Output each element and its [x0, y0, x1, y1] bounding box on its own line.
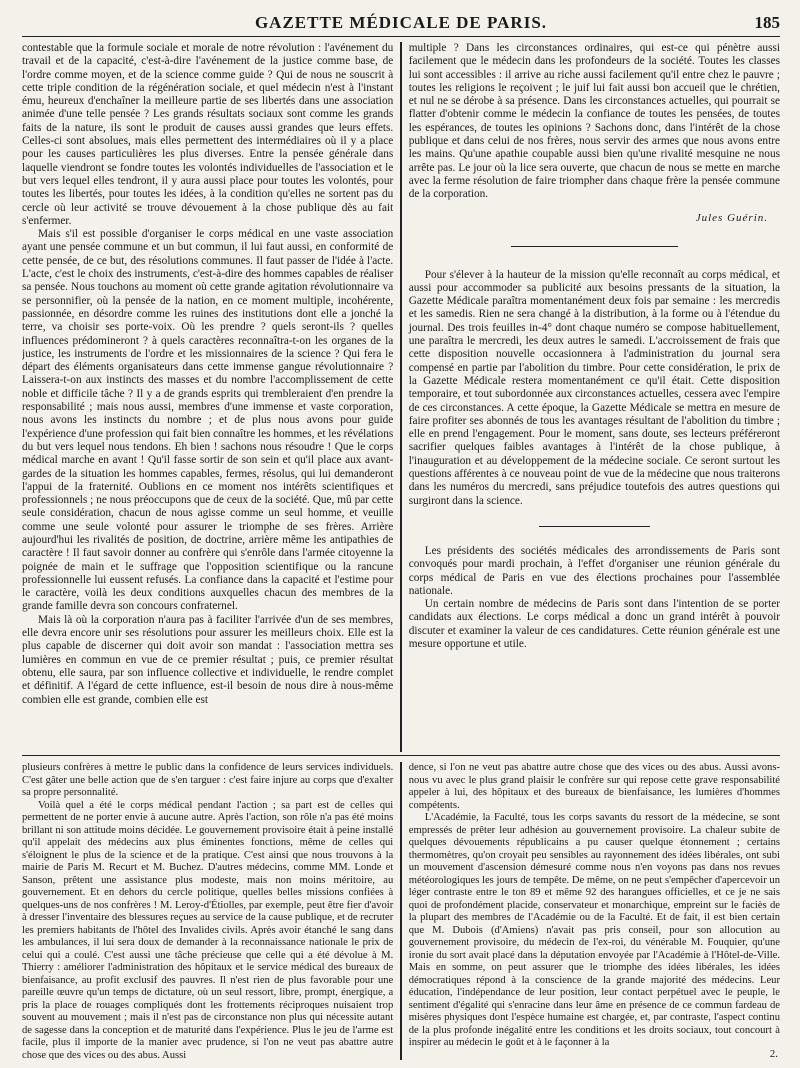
page-number: 185: [754, 13, 780, 32]
horizontal-rule: [22, 755, 780, 756]
section-divider: [539, 526, 650, 527]
newspaper-page: [22, 10, 780, 1060]
top-right-column: [402, 42, 780, 752]
journal-title: GAZETTE MÉDICALE DE PARIS.: [254, 13, 548, 32]
bottom-section: [22, 762, 780, 1060]
printer-signature-mark: 2.: [769, 1048, 778, 1060]
news-paragraph: Les présidents des sociétés médicales des arrondissements de Paris sont convoqués pour mardi prochain, à l'effet d'organiser une réunion générale du corps médical de Paris en vue des élections prochaines pour l'assemblée nationale.: [408, 544, 780, 597]
bottom-left-column: [22, 762, 400, 1060]
notice-paragraph: Pour s'élever à la hauteur de la mission qu'elle reconnaît au corps médical, et aussi pour accommoder sa publicité aux besoins pressants de la situation, la Gazette Médicale paraîtra momentanément deux fois par semaine : les mercredis et les samedis. Rien ne sera changé à la distribution, à la forme ou à l'étendue du journal. Des trois feuilles in-4° dont chaque numéro se compose habituellement, une paraîtra le mercredi, les deux autres le samedi. L'accroissement de frais que cette disposition nouvelle occasionnera à l'administration du journal sera compensé en partie par l'abolition du timbre. Pour cette considération, le prix de la Gazette Médicale restera momentanément ce qu'il était. Cette disposition temporaire, et tout subordonnée aux circonstances actuelles, cessera avec l'empire de ces circonstances. A cette époque, la Gazette Médicale se mettra en mesure de faire profiter ses abonnés de tous les avantages résultant de l'abolition du timbre ; elle en prend l'engagement. Pour le moment, sans doute, ses lecteurs préféreront sacrifier quelques faibles avantages à l'intérêt de la chose publique, à l'inauguration et au développement de la médecine sociale. Ce seront surtout les questions afférentes à ce nouveau point de vue de la médecine que nous traiterons dans les numéros du mercredi, sans préjudice toutefois des autres questions qui surgiront dans la science.: [408, 268, 780, 507]
article-paragraph: contestable que la formule sociale et morale de notre révolution : l'avénement du travail et de la capacité, c'est-à-dire l'avénement de la justice comme base, de l'ordre comme moyen, et de la science comme guide ? Qui de nous ne souscrit à cette triple condition de la régénération sociale, et quel médecin n'est à l'instant ému, heureux d'enchaîner la meilleure partie de ses libertés dans une association animée d'une telle pensée ? Les grands résultats sociaux sont comme les grands faits de la nature, ils sont le produit de causes aussi grandes que leurs effets. Celles-ci sont absolues, mais elles permettent des intermédiaires où il y a place pour les causes particulières les plus diverses. Entre la pensée générale dans laquelle viendront se fondre toutes les volontés individuelles de l'association et le but vers lequel elles tendront, il y aura aussi place pour toutes les volontés, pour toutes les libertés, pour toutes les idées, à la condition qu'elles ne sortent pas du cercle où leur activité se trouve dévouement à la chose publique dès au fait s'enfermer.: [22, 42, 394, 227]
article-paragraph: multiple ? Dans les circonstances ordinaires, qui est-ce qui pénètre aussi facilement que le médecin dans les profondeurs de la société. Toutes les classes lui sont accessibles : il arrive au riche aussi facilement qu'il entre chez le pauvre ; toutes les religions le reçoivent ; le juif lui fait aussi bon accueil que le chrétien, et nul ne se dérobe à sa présence. Dans les circonstances actuelles, qui pourrait se flatter d'obtenir comme le médecin la confiance de toutes les pensées, de toutes les espérances, de toutes les opinions ? Sachons donc, dans l'intérêt de la chose publique et dans celui de nos frères, nous servir des armes que nous avons entre les mains. Qu'une apathie coupable aussi bien qu'une rivalité mesquine ne nous arrête pas. Le jour où la lice sera ouverte, que chacun de nous se mette en marche avec la ferme résolution de faire triompher dans chaque frère la pensée commune de la corporation.: [408, 42, 780, 201]
article-paragraph: dence, si l'on ne veut pas abattre autre chose que des vices ou des abus. Aussi avons-nous vu avec le plus grand plaisir le confrère sur qui repose cette grave responsabilité appeler à lui, des hôpitaux et des bureaux de bienfaisance, les lumières d'hommes compétents.: [408, 762, 780, 811]
top-left-column: [22, 42, 400, 752]
news-paragraph: Un certain nombre de médecins de Paris sont dans l'intention de se porter candidats aux élections. Le corps médical a donc un grand intérêt à pouvoir discuter et examiner la valeur de ces candidatures. Cette réunion générale est une mesure opportune et utile.: [408, 598, 780, 650]
article-paragraph: plusieurs confrères à mettre le public dans la confidence de leurs services individuels. C'est gâter une belle action que de s'en targuer : c'est faire injure au corps que d'exalter sa propre personnalité.: [22, 762, 394, 798]
article-paragraph: Voilà quel a été le corps médical pendant l'action ; sa part est de celles qui permettent de ne porter envie à aucune autre. Après l'action, son rôle n'a pas été moins brillant ni son attitude moins décidée. Le gouvernement provisoire était à peine installé qu'il appelait des médecins aux plus éminentes fonctions, même de celles qui s'éloignent le plus de la science et de la pratique. C'est ainsi que nous trouvons à la mairie de Paris M. Recurt et M. Buchez. D'autres médecins, comme MM. Londe et Sanson, prêtent une assistance plus modeste, mais non moins méritoire, au gouvernement. Et en dehors du cercle politique, quelles belles missions confiées à quelques-uns de nos confrères ! M. Leroy-d'Étiolles, par exemple, peut être fier d'avoir à dresser l'inventaire des blessures reçues au service de la cause publique, et de recruter les premiers habitants de l'hôtel des Invalides civils. Après avoir étanché le sang dans les ambulances, il lui sera doux de demander à la reconnaissance nationale le prix de celui qui a coulé. C'est aussi une tâche précieuse que celle qui a été dévolue à M. Thierry : améliorer l'administration des hôpitaux et le service médical des bureaux de bienfaisance, au profit exclusif des pauvres. Il n'est rien de plus favorable pour une pareille œuvre qu'un temps de dictature, où un seul ressort, libre, prompt, énergique, a pris la place de rouages compliqués dont les frottements réciproques nuisaient trop souvent au mouvement ; mais il n'est pas de circonstance non plus qui nécessite autant de sagesse dans la conception et de maturité dans l'expérience. Plus le jeu de l'arme est facile, plus il importe de la manier avec prudence, si l'on ne veut pas abattre autre chose que des vices ou des abus. Aussi: [22, 799, 394, 1060]
bottom-right-column: [402, 762, 780, 1060]
top-section: [22, 42, 780, 752]
page-header: [22, 10, 780, 37]
section-divider: [511, 246, 678, 247]
author-signature: Jules Guérin.: [695, 211, 768, 224]
article-paragraph: Mais là où la corporation n'aura pas à faciliter l'arrivée d'un de ses membres, elle devra encore unir ses résolutions pour assurer les meilleurs choix. Elle est la plus capable de discerner qui doit avoir son mandat : l'association mettra ses lumières en commun en vue de ce premier résultat ; puis, ce premier résultat obtenu, elle saura, par son influence collective et individuelle, le rendre complet et définitif. A l'égard de cette influence, est-il besoin de nous dire à nous-même combien elle est grande, combien elle est: [22, 613, 394, 706]
article-paragraph: Mais s'il est possible d'organiser le corps médical en une vaste association ayant une pensée commune et un but commun, il lui faut aussi, en conformité de cette pensée, de ce but, des résolutions communes. Il faut passer de l'idée à l'acte. L'acte, c'est le choix des instruments, c'est-à-dire des hommes capables de réaliser sa pensée. Nous touchons au moment où cette grande agitation révolutionnaire va se personnifier, où la pensée de la nation, en ce moment multiple, incohérente, passionnée, en désordre comme les ruines des institutions dont elle a jonché la terre, va choisir ses porte-voix. Où les prendre ? quels seront-ils ? quelles influences prédomineront ? à quels caractères reconnaîtra-t-on les organes de la justice, les instruments de l'ordre et les missionnaires de la science ? Qui fera le départ des éléments organisateurs dans cette immense gangue révolutionnaire ? Laissera-t-on aux instincts des masses et du nombre l'accomplissement de cette noble et difficile tâche ? Il y a de grands esprits qui trembleraient d'en prendre la responsabilité ; mais nous aussi, membres d'une immense et vaste corporation, nous avons les instincts du nombre ; et de plus nous avons pour guide l'expérience d'une profession qui fait bien connaître les hommes, et les révélations du but vers lequel nous tendons. Eh bien ! sachons nous résoudre ! Que le corps médical marche en avant ! Qu'il fasse sortir de son sein et qu'il place aux avant-gardes de la situation les hommes capables, fermes, résolus, qui lui demanderont l'appui de la fraternité. Oublions en ce moment nos intérêts scientifiques et professionnels ; ne nous préoccupons que de ceux de la société. Que, mû par cette seule considération, chacun de nous agisse comme un seul homme, et veuille comme une seule volonté pour assurer le triomphe de ses frères. Arrière aujourd'hui les rivalités de position, de doctrine, arrière même les antipathies de caractère ! Il faut savoir donner au confrère qui s'enrôle dans l'armée citoyenne la poignée de main et le suffrage que l'opposition scientifique ou la rancune professionnelle lui eussent refusés. La confiance dans la capacité et l'estime pour le caractère, voilà les deux conditions auxquelles chacun des membres de la grande famille devra son concours confraternel.: [22, 228, 394, 613]
article-paragraph: L'Académie, la Faculté, tous les corps savants du ressort de la médecine, se sont empressés de prêter leur adhésion au gouvernement provisoire. La chaleur subite de quelques dévouements républicains a pu causer quelque étonnement ; certains thermomètres, qu'on croyait peu sensibles au rayonnement des idées libérales, ont subi un mouvement d'ascension démesuré comme nous n'en voyons pas dans nos revues météorologiques les jours de tempête. De même, on ne peut s'empêcher d'apercevoir un léger contraste entre le ton 89 et même 92 des harangues officielles, et ce je ne sais quoi de profondément placide, conservateur et monarchique, empreint sur le faciès de la plupart des membres de l'Académie ou de la Faculté. Et de fait, il est bien certain que M. Dubois (d'Amiens) n'avait pas pris conseil, pour son allocution au gouvernement provisoire, du médecin de l'ex-roi, du vénérable M. Fouquier, qu'une ironie du sort avait placé dans la députation envoyée par l'Académie à l'Hôtel-de-Ville. Mais en somme, on peut assurer que le triomphe des idées libérales, les idées démocratiques répond à la conscience de la grande majorité des médecins. Leur éducation, l'indépendance de leur position, leur contact perpétuel avec le peuple, le sentiment d'égalité qui s'enracine dans leur âme en présence de ce commun fardeau de misères physiques dont l'espèce humaine est chargée, et, par contraste, l'aspect continu de la plus profonde inégalité entre les conditions et les droits sociaux, tout concourt à inspirer au médecin le goût et à le façonner à la: [408, 812, 780, 1048]
